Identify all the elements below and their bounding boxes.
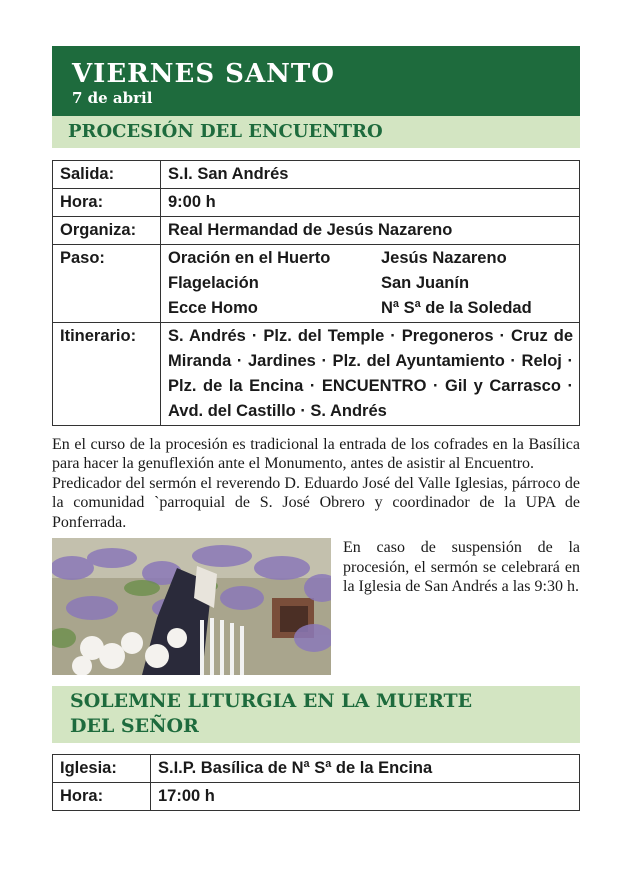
paso-item: Jesús Nazareno: [381, 249, 507, 267]
page-title: VIERNES SANTO: [72, 59, 335, 89]
hora-label: Hora:: [53, 189, 161, 217]
section-title-line: SOLEMNE LITURGIA EN LA MUERTE: [70, 690, 473, 713]
section-title-line: DEL SEÑOR: [70, 715, 199, 738]
photo-row: [52, 538, 580, 676]
paragraph: Predicador del sermón el reverendo D. Eduardo José del Valle Iglesias, párroco de la comunidad `parroquial de S. José Obrero y coordinador de la UPA de Ponferrada.: [52, 474, 580, 531]
section-title-liturgy: [52, 686, 580, 743]
hora-value: 17:00 h: [151, 783, 580, 811]
paso-item: Nª Sª de la Soledad: [381, 299, 532, 317]
suspension-note: En caso de suspensión de la procesión, el sermón se celebrará en la Iglesia de San Andrés a las 9:30 h.: [343, 539, 580, 596]
procession-photo-image: [52, 538, 331, 675]
event-date: 7 de abril: [72, 89, 153, 107]
organiza-value: Real Hermandad de Jesús Nazareno: [161, 217, 580, 245]
table-row: [53, 755, 580, 783]
table-row: [53, 245, 580, 323]
procession-photo: [52, 538, 331, 675]
description-text: [52, 435, 580, 532]
paso-list: [168, 246, 573, 321]
paso-item: Oración en el Huerto: [168, 249, 331, 267]
liturgy-section: [52, 686, 580, 811]
procession-info-table: [52, 160, 580, 426]
section-title-procession: PROCESIÓN DEL ENCUENTRO: [52, 116, 580, 148]
salida-value: S.I. San Andrés: [161, 161, 580, 189]
paragraph: En el curso de la procesión es tradicional la entrada de los cofrades en la Basílica para hacer la genuflexión ante el Monumento, antes de asistir al Encuentro.: [52, 436, 580, 473]
itinerario-label: Itinerario:: [53, 323, 161, 426]
table-row: [53, 161, 580, 189]
paso-item: Ecce Homo: [168, 299, 258, 317]
liturgy-info-table: [52, 754, 580, 811]
table-row: [53, 323, 580, 426]
paso-label: Paso:: [53, 245, 161, 323]
paso-item: Flagelación: [168, 274, 259, 292]
iglesia-value: S.I.P. Basílica de Nª Sª de la Encina: [151, 755, 580, 783]
itinerario-value: S. Andrés · Plz. del Temple · Pregoneros · Cruz de Miranda · Jardines · Plz. del Ayuntamiento · Reloj · Plz. de la Encina · ENCUENTRO · Gil y Carrasco · Avd. del Castillo · S. Andrés: [161, 323, 580, 426]
table-row: [53, 783, 580, 811]
table-row: [53, 189, 580, 217]
salida-label: Salida:: [53, 161, 161, 189]
table-row: [53, 217, 580, 245]
hora-value: 9:00 h: [161, 189, 580, 217]
organiza-label: Organiza:: [53, 217, 161, 245]
page: [52, 46, 580, 811]
paso-value: [161, 245, 580, 323]
iglesia-label: Iglesia:: [53, 755, 151, 783]
paso-item: San Juanín: [381, 274, 470, 292]
header-banner: [52, 46, 580, 116]
hora-label: Hora:: [53, 783, 151, 811]
